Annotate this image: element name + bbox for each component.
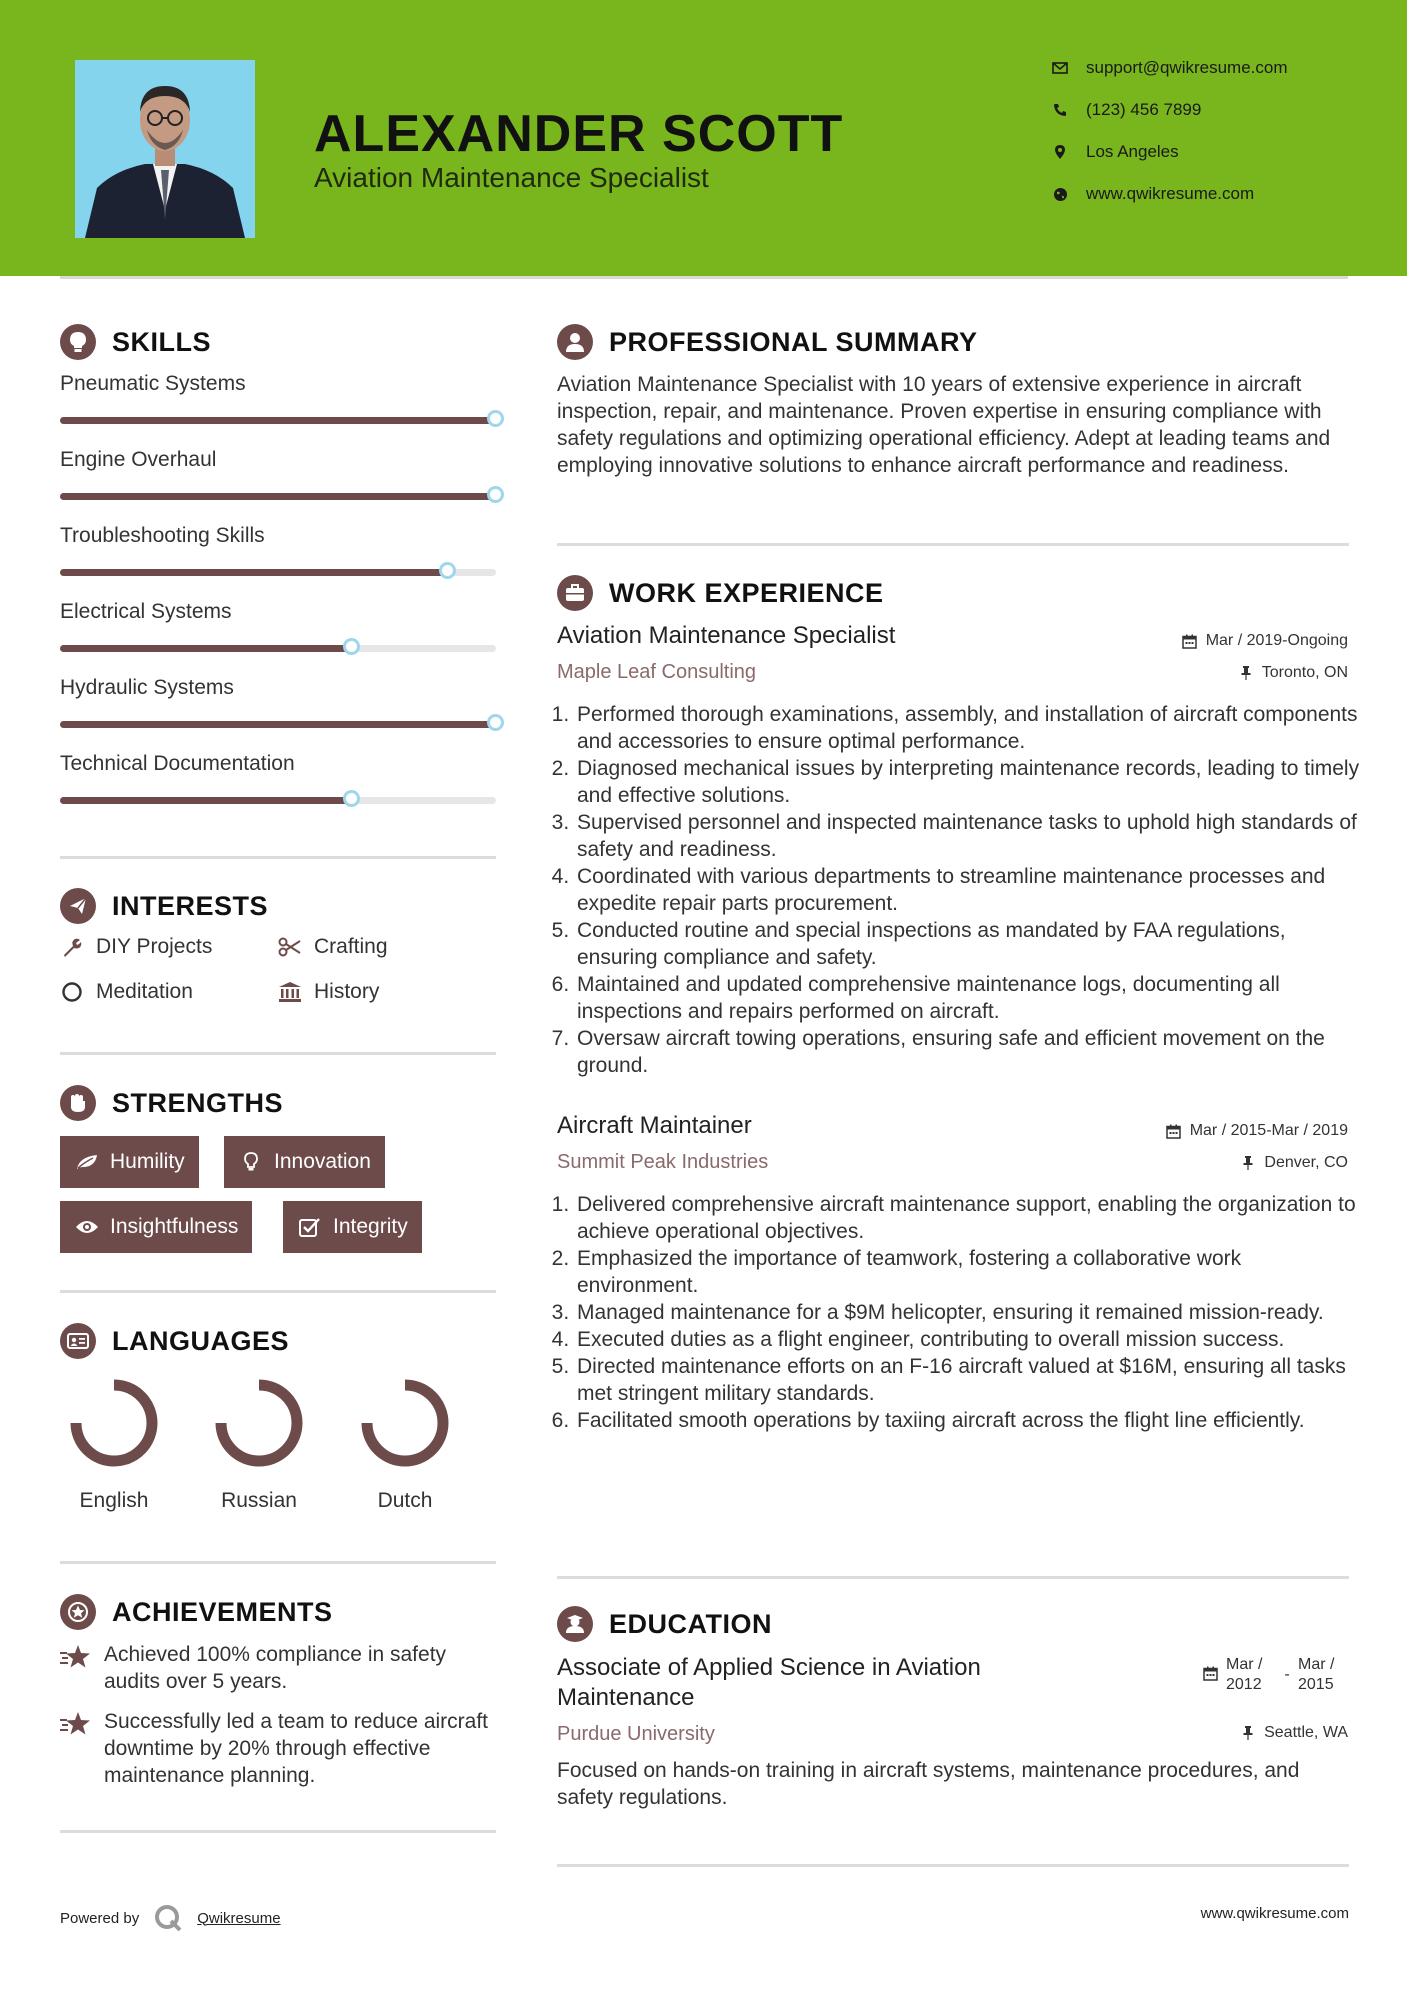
skill-bar	[60, 645, 496, 652]
leaf-icon	[74, 1151, 100, 1173]
interest-item: Meditation	[60, 980, 193, 1004]
job-bullet: 6. Maintained and updated comprehensive maintenance logs, documenting all inspections and repairs performed on aircraft.	[575, 971, 1365, 1025]
education-start: Mar / 2012	[1226, 1656, 1263, 1693]
pushpin-icon	[1240, 1725, 1256, 1741]
job-bullet: 5. Conducted routine and special inspections as mandated by FAA regulations, ensuring compliance and safety.	[575, 917, 1365, 971]
globe-icon	[1050, 184, 1070, 204]
divider	[60, 1290, 496, 1293]
skill-bar	[60, 417, 496, 424]
envelope-icon	[1050, 58, 1070, 78]
education-location: Seattle, WA	[1240, 1724, 1348, 1742]
job-bullet: 1. Delivered comprehensive aircraft maintenance support, enabling the organization to achieve operational objectives.	[575, 1191, 1365, 1245]
interests-heading: INTERESTS	[60, 888, 268, 924]
skill-bar-knob	[439, 562, 456, 579]
briefcase-icon	[557, 575, 593, 611]
company-name: Summit Peak Industries	[557, 1151, 769, 1173]
education-description: Focused on hands-on training in aircraft systems, maintenance procedures, and safety regulations.	[557, 1759, 1300, 1809]
divider	[557, 1576, 1349, 1579]
eye-icon	[74, 1216, 100, 1238]
language-label: Dutch	[377, 1489, 433, 1512]
skill-bar-fill	[60, 569, 448, 576]
job-bullet: 6. Facilitated smooth operations by taxiing aircraft across the flight line efficiently.	[575, 1407, 1365, 1434]
skill-bar-fill	[60, 493, 496, 500]
wrench-icon	[60, 935, 84, 959]
contact-phone-text: (123) 456 7899	[1086, 100, 1202, 119]
phone-icon	[1050, 100, 1070, 120]
skill-bar-fill	[60, 797, 352, 804]
strength-chip: Humility	[60, 1136, 199, 1188]
achievement-item: Successfully led a team to reduce aircraft downtime by 20% through effective maintenance planning.	[60, 1708, 500, 1789]
job-bullet: 3. Managed maintenance for a $9M helicopter, ensuring it remained mission-ready.	[575, 1299, 1365, 1326]
lightbulb-icon	[60, 324, 96, 360]
summary-text: Aviation Maintenance Specialist with 10 years of extensive experience in aircraft inspection, repair, and maintenance. Proven expertise in ensuring compliance with safety regulations and optimizing operational efficiency. Adept at leading teams and employing innovative solutions to enhance aircraft performance and readiness.	[557, 373, 1331, 477]
language-label: English	[79, 1489, 149, 1512]
checkbox-icon	[297, 1216, 323, 1238]
museum-icon	[278, 980, 302, 1004]
divider	[60, 1052, 496, 1055]
skill-bar-fill	[60, 645, 352, 652]
languages-heading: LANGUAGES	[60, 1323, 289, 1359]
job-dates: Mar / 2019-Ongoing	[1182, 632, 1348, 650]
star-icon	[60, 1708, 94, 1789]
paper-plane-icon	[60, 888, 96, 924]
skill-bar-fill	[60, 721, 496, 728]
job-location: Toronto, ON	[1238, 664, 1348, 682]
skill-bar	[60, 493, 496, 500]
job-bullet: 3. Supervised personnel and inspected maintenance tasks to uphold high standards of safety and readiness.	[575, 809, 1365, 863]
job-location: Denver, CO	[1240, 1154, 1348, 1172]
circle-icon	[60, 980, 84, 1004]
skill-bar-fill	[60, 417, 496, 424]
job-bullet: 1. Performed thorough examinations, assembly, and installation of aircraft components and accessories to ensure optimal performance.	[575, 701, 1365, 755]
job-bullet: 7. Oversaw aircraft towing operations, ensuring safe and efficient movement on the ground.	[575, 1025, 1365, 1079]
skill-bar	[60, 569, 496, 576]
divider	[557, 1864, 1349, 1867]
skill-bar-knob	[487, 410, 504, 427]
star-icon	[60, 1641, 94, 1695]
profile-photo	[75, 60, 255, 238]
language-proficiency-arc	[221, 1385, 297, 1461]
interest-item: Crafting	[278, 935, 388, 959]
footer-branding	[60, 1903, 281, 1933]
candidate-name: ALEXANDER SCOTT	[314, 105, 844, 163]
contact-location	[1050, 142, 1179, 162]
date-dash: -	[1284, 1666, 1290, 1683]
skill-label: Hydraulic Systems	[60, 676, 234, 699]
strength-chip: Insightfulness	[60, 1201, 252, 1253]
job-bullets	[557, 701, 1365, 1079]
skill-label: Engine Overhaul	[60, 448, 217, 471]
divider	[60, 1830, 496, 1833]
degree-title: Associate of Applied Science in Aviation Maintenance	[557, 1654, 981, 1711]
job-bullet: 2. Diagnosed mechanical issues by interpreting maintenance records, leading to timely and effective solutions.	[575, 755, 1365, 809]
skill-bar-knob	[487, 714, 504, 731]
skill-bar-knob	[343, 790, 360, 807]
divider	[60, 856, 496, 859]
calendar-icon	[1202, 1665, 1218, 1681]
language-proficiency-ring	[360, 1378, 450, 1468]
interest-item: DIY Projects	[60, 935, 212, 959]
calendar-icon	[1182, 633, 1198, 649]
contact-website[interactable]	[1050, 184, 1254, 204]
fist-icon	[60, 1085, 96, 1121]
pushpin-icon	[1240, 1155, 1256, 1171]
education-dates	[1202, 1655, 1348, 1695]
job-dates: Mar / 2015-Mar / 2019	[1166, 1122, 1348, 1140]
footer-website[interactable]: www.qwikresume.com	[1200, 1905, 1349, 1922]
map-pin-icon	[1050, 142, 1070, 162]
achievements-heading: ACHIEVEMENTS	[60, 1594, 333, 1630]
experience-heading: WORK EXPERIENCE	[557, 575, 884, 611]
skill-bar-knob	[343, 638, 360, 655]
interest-item: History	[278, 980, 379, 1004]
header-divider	[60, 276, 1348, 279]
summary-heading: PROFESSIONAL SUMMARY	[557, 324, 978, 360]
language-proficiency-arc	[76, 1385, 152, 1461]
divider	[60, 1561, 496, 1564]
qwikresume-link[interactable]: Qwikresume	[197, 1909, 281, 1927]
skill-label: Electrical Systems	[60, 600, 232, 623]
contact-location-text: Los Angeles	[1086, 142, 1179, 161]
achievement-item: Achieved 100% compliance in safety audits over 5 years.	[60, 1641, 500, 1695]
contact-email-text: support@qwikresume.com	[1086, 58, 1288, 77]
skill-label: Troubleshooting Skills	[60, 524, 265, 547]
pushpin-icon	[1238, 665, 1254, 681]
job-title: Aviation Maintenance Specialist	[557, 622, 896, 649]
contact-phone[interactable]	[1050, 100, 1201, 120]
strength-chip: Innovation	[224, 1136, 385, 1188]
language-proficiency-ring	[69, 1378, 159, 1468]
job-bullet: 5. Directed maintenance efforts on an F-16 aircraft valued at $16M, ensuring all tasks met stringent military standards.	[575, 1353, 1365, 1407]
school-name: Purdue University	[557, 1723, 715, 1745]
language-proficiency-ring	[214, 1378, 304, 1468]
job-bullet: 2. Emphasized the importance of teamwork, fostering a collaborative work environment.	[575, 1245, 1365, 1299]
powered-by-label: Powered by	[60, 1909, 140, 1927]
qwikresume-logo-icon	[153, 1903, 183, 1933]
education-end: Mar / 2015	[1298, 1656, 1335, 1693]
divider	[557, 543, 1349, 546]
scissors-icon	[278, 935, 302, 959]
graduate-icon	[557, 1606, 593, 1642]
skill-bar-knob	[487, 486, 504, 503]
skill-label: Technical Documentation	[60, 752, 295, 775]
skill-bar	[60, 797, 496, 804]
company-name: Maple Leaf Consulting	[557, 661, 757, 683]
skill-label: Pneumatic Systems	[60, 372, 246, 395]
strength-chip: Integrity	[283, 1201, 422, 1253]
education-heading: EDUCATION	[557, 1606, 772, 1642]
id-card-icon	[60, 1323, 96, 1359]
calendar-icon	[1166, 1123, 1182, 1139]
strengths-heading: STRENGTHS	[60, 1085, 283, 1121]
job-bullet: 4. Executed duties as a flight engineer, contributing to overall mission success.	[575, 1326, 1365, 1353]
language-proficiency-arc	[367, 1385, 443, 1461]
job-title: Aircraft Maintainer	[557, 1112, 752, 1139]
user-icon	[557, 324, 593, 360]
lightbulb-icon	[238, 1151, 264, 1173]
language-label: Russian	[221, 1489, 297, 1512]
job-bullets	[557, 1191, 1365, 1434]
contact-website-text: www.qwikresume.com	[1086, 184, 1255, 203]
star-badge-icon	[60, 1594, 96, 1630]
contact-email[interactable]	[1050, 58, 1288, 78]
skills-heading: SKILLS	[60, 324, 211, 360]
job-bullet: 4. Coordinated with various departments to streamline maintenance processes and expedite repair parts procurement.	[575, 863, 1365, 917]
candidate-title: Aviation Maintenance Specialist	[314, 162, 709, 193]
skill-bar	[60, 721, 496, 728]
